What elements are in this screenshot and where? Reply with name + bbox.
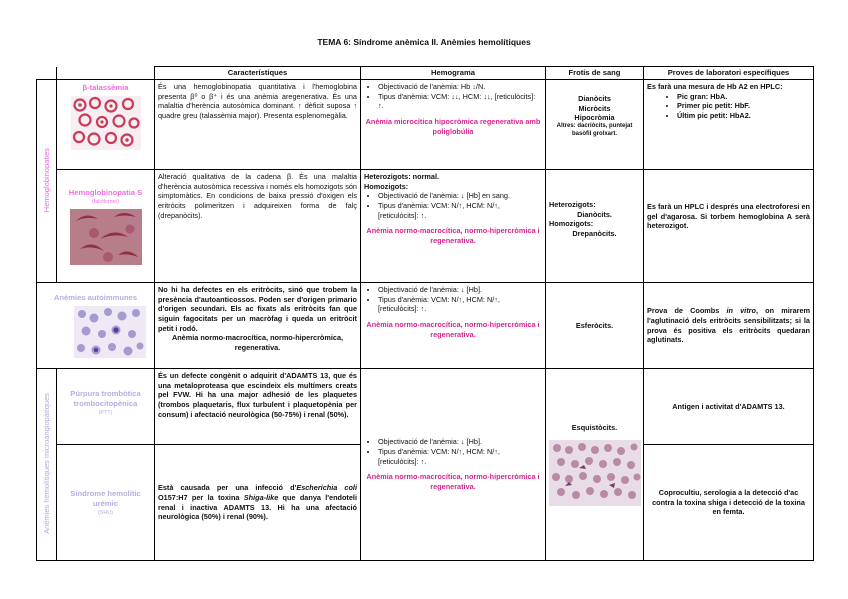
shu-toxin: Shiga-like [243,492,279,502]
sickle-characteristics: Alteració qualitativa de la cadena β. És una malaltia d'herència autosòmica recessiva i només els homozigots són simptomàtics. En condicions de baixa pressió d'oxigen els eritròcits polimeritzen i adquireixen forma de falç (drepanòcits). [155,170,361,283]
row-name-hemoglobinopathy-s [57,170,155,283]
list-item: • Tipus d'anèmia: VCM: N/↑, HCM: N/↑, [reticulòcits]: ↑. [378,447,542,466]
row-name-sub: (SHU) [98,510,113,517]
row-name-label: Hemoglobinopatia S [68,188,143,198]
list-item: • Tipus d'anèmia: VCM: ↓↓, HCM: ↓↓, [reticulòcits]: ↑. [378,92,542,111]
micro-hemogram [361,369,546,561]
beta-characteristics: És una hemoglobinopatia quantitativa i l'hemoglobina presenta β⁰ o β⁺ i és una anèmia aregenerativa. És una malaltia d'herència autosòmica dominant. ↑ dèficit suposa ↑ quadre greu (talassèmia major). Presenta esplenomegàlia. [155,80,361,170]
header-lab-tests: Proves de laboratori específiques [644,67,814,80]
header-blood-smear: Frotis de sang [546,67,644,80]
schistocyte-smear-image [549,440,641,506]
row-name-autoimmune [37,283,155,369]
shu-characteristics [155,445,361,561]
beta-thalassemia-smear-image [71,96,141,150]
sickle-cell-smear-image [70,209,142,265]
sickle-hemogram [361,170,546,283]
group-hemoglobinopaties [37,80,57,283]
beta-hemogram-summary: Anèmia microcítica hipocròmica regenerativa amb poliglobúlia [365,116,541,136]
list-item: • Objectivació de l'anèmia: ↓ [Hb]. [378,437,542,447]
table-row [37,80,814,170]
sickle-smear [546,170,644,283]
smear-value: Esquistòcits. [571,422,618,432]
list-item: • Objectivació de l'anèmia: ↓ [Hb]. [378,285,542,295]
hemo-heterozygous: Heterozigots: normal. [364,172,440,182]
list-item: • Pic gran: HbA. [677,92,810,102]
smear-homozygous: Homozigots: [549,219,594,229]
micro-smear [546,369,644,561]
beta-lab-tests [644,80,814,170]
autoimmune-description: No hi ha defectes en els eritròcits, sinó que trobem la presència d'autoanticossos. Poden ser d'origen primario d'origen secundari. Els ac fixats als eritròcits fan que siguin fagocitats per un macròfag i queda un eritròcit petit i rodó. [158,285,357,333]
shu-text-2: O157:H7 per la toxina [158,492,244,502]
list-item: • Últim pic petit: HbA2. [677,111,810,121]
micro-hemogram-summary: Anèmia normo-macrocítica, normo-hipercròmica i regenerativa. [366,472,540,491]
autoimmune-lab-tests [644,283,814,369]
sickle-hemogram-summary: Anèmia normo-macrocítica, normo-hipercròmica i regenerativa. [366,226,540,245]
beta-smear [546,80,644,170]
smear-homozygous-value: Drepanòcits. [572,228,617,238]
ptt-lab-tests: Antigen i activitat d'ADAMTS 13. [644,369,814,445]
coombs-rest: , on mirarem l'aglutinació dels eritròcits sensibilitzats; si la prova és positiva els eritròcits quedaran aglutinats. [647,306,811,345]
autoimmune-smear: Esferòcits. [546,283,644,369]
smear-line: Dianòcits [578,94,611,104]
row-name-label: Anèmies autoimmunes [53,293,138,303]
coombs-in-vitro: in vitro [726,306,756,316]
group-label: Hemoglobinopaties [41,147,51,212]
row-name-sub: (falciforme) [92,199,119,206]
header-empty [37,67,57,80]
row-name-label: Síndrome hemolític urèmic [70,489,141,509]
shu-text-1: Està causada per una infecció d' [158,483,297,493]
header-hemogram: Hemograma [361,67,546,80]
row-name-label: β-talassèmia [82,83,129,93]
row-name-ptt [57,369,155,445]
beta-hemogram [361,80,546,170]
anemia-table [36,66,814,561]
shu-bacterium: Escherichia coli [296,483,357,493]
row-name-beta-thalassemia [57,80,155,170]
table-row [37,170,814,283]
group-microangiopathic [37,369,57,561]
row-name-sub: (PTT) [98,410,113,417]
autoimmune-smear-image [74,306,146,358]
smear-other: Altres: dacriòcits, puntejat basòfil grolxart. [556,122,633,137]
smear-line: Hipocròmia [574,113,615,123]
coombs-text: Prova de Coombs [647,306,720,316]
header-empty [57,67,155,80]
autoimmune-summary: Anèmia normo-macrocítica, normo-hipercròmica, regenerativa. [171,333,344,352]
list-item: • Tipus d'anèmia: VCM: N/↑, HCM: N/↑, [reticulòcits]: ↑. [378,295,542,314]
shu-lab-tests: Coprocultiu, serologia a la detecció d'ac contra la toxina shiga i detecció de la toxina en femta. [644,445,814,561]
header-characteristics: Característiques [155,67,361,80]
group-label: Anèmies hemolítiques microangiopàtiques [41,392,51,534]
table-row [37,369,814,445]
autoimmune-characteristics [155,283,361,369]
table-row [37,283,814,369]
list-item: • Primer pic petit: HbF. [677,101,810,111]
smear-heterozygous-value: Dianòcits. [577,209,612,219]
smear-line: Micròcits [578,103,611,113]
page-title: TEMA 6: Síndrome anèmica II. Anèmies hemolítiques [317,37,531,47]
row-name-label: Púrpura trombòtica trombocitopènica [70,389,141,409]
row-name-shu [57,445,155,561]
autoimmune-hemogram-summary: Anèmia normo-macrocítica, normo-hipercròmica i regenerativa. [366,319,540,339]
list-item: • Tipus d'anèmia: VCM: N/↑, HCM: N/↑, [reticulòcits]: ↑. [378,201,542,220]
shu-text-3: que danya l'endoteli renal i inactiva ADAMTS 13. Hi ha una afectació neurològica (50%) i renal (90%). [158,492,357,522]
autoimmune-hemogram [361,283,546,369]
sickle-lab-tests: Es farà un HPLC i després una electroforesi en gel d'agarosa. Si torbem hemoglobina A serà heterozigot. [644,170,814,283]
list-item: • Objectivació de l'anèmia: Hb ↓/N. [378,82,542,92]
list-item: • Objectivació de l'anèmia: ↓ [Hb] en sang. [378,191,542,201]
tests-intro: Es farà una mesura de Hb A2 en HPLC: [647,82,783,92]
header-row [37,67,814,80]
hemo-homozygous: Homozigots: [364,181,409,191]
smear-heterozygous: Heterozigots: [549,200,596,210]
ptt-characteristics: És un defecte congènit o adquirit d'ADAMTS 13, que és una metaloproteasa que escindeix els multímers creats pel FVW. Hi ha una major adhesió de les plaquetes (trombos plaquetaris, flux turbulent i plaquetopènia per consum) i afectació neurològica (50-75%) i renal (50%). [155,369,361,445]
